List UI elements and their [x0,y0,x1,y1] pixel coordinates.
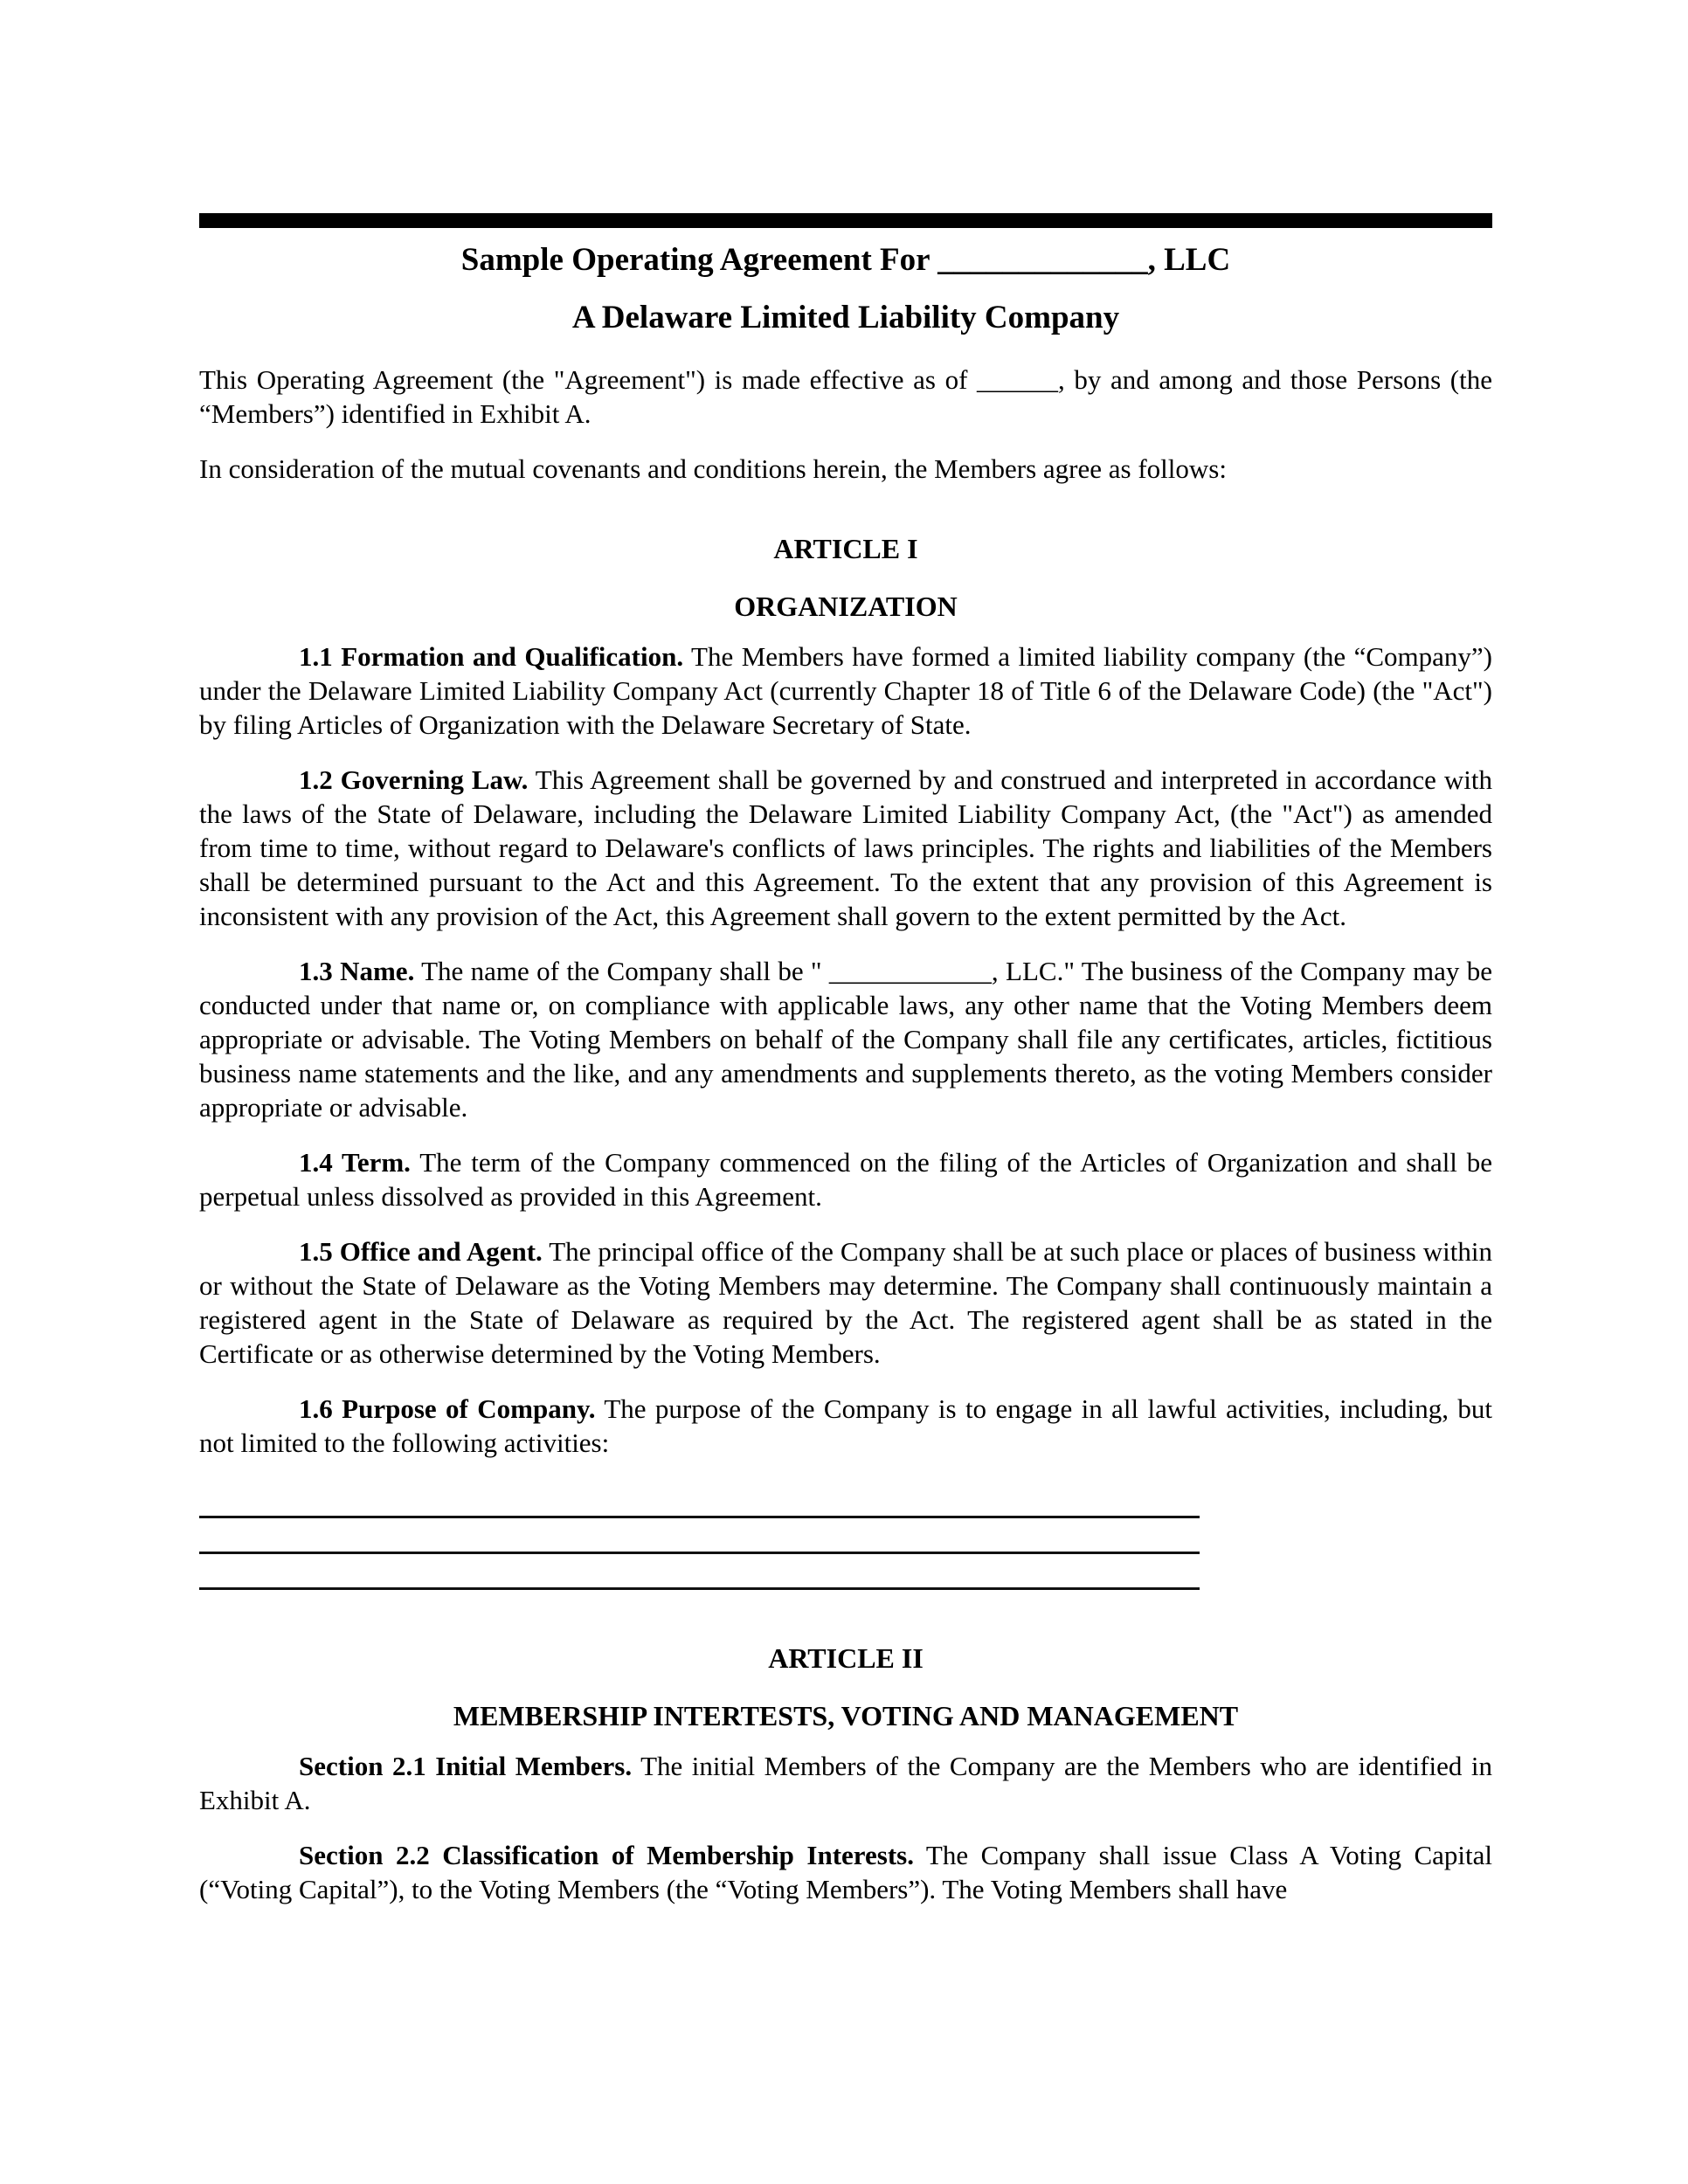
section-1-5 [199,1234,1492,1371]
section-2-1-label: Section 2.1 Initial Members. [299,1751,633,1781]
section-2-2-label: Section 2.2 Classification of Membership Interests. [299,1840,914,1870]
section-1-2-text: This Agreement shall be governed by and construed and interpreted in accordance with the laws of the State of Delaware, including the Delaware Limited Liability Company Act, (the "Act") as amended from time to time, without regard to Delaware's conflicts of laws principles. The rights and liabilities of the Members shall be determined pursuant to the Act and this Agreement. To the extent that any provision of this Agreement is inconsistent with any provision of the Act, this Agreement shall govern to the extent permitted by the Act. [199,764,1492,931]
article-1-subheading: ORGANIZATION [734,591,958,622]
fill-in-line [199,1554,1200,1590]
section-1-1-text: The Members have formed a limited liability company (the “Company”) under the Delaware Limited Liability Company Act (currently Chapter 18 of Title 6 of the Delaware Code) (the "Act") by filing Articles of Organization with the Delaware Secretary of State. [199,641,1492,740]
section-1-2 [199,763,1492,933]
section-1-3-label: 1.3 Name. [299,956,415,986]
article-1-heading: ARTICLE I [773,533,918,564]
intro-paragraph-1: This Operating Agreement (the "Agreement") is made effective as of ______, by and among and those Persons (the “Members”) identified in Exhibit A. [199,364,1492,429]
section-1-3-text: The name of the Company shall be " ____________, LLC." The business of the Company may be conducted under that name or, on compliance with applicable laws, any other name that the Voting Members deem appropriate or advisable. The Voting Members on behalf of the Company shall file any certificates, articles, fictitious business name statements and the like, and any amendments and supplements thereto, as the voting Members consider appropriate or advisable. [199,956,1492,1123]
section-1-4 [199,1145,1492,1213]
fill-in-line [199,1482,1200,1518]
intro-paragraph-2: In consideration of the mutual covenants and conditions herein, the Members agree as follows: [199,453,1227,484]
section-1-1 [199,639,1492,742]
section-1-3 [199,954,1492,1124]
article-2-subheading: MEMBERSHIP INTERTESTS, VOTING AND MANAGEMENT [453,1700,1239,1731]
section-1-6-text: The purpose of the Company is to engage in all lawful activities, including, but not limited to the following activities: [199,1393,1492,1458]
section-2-1-text: The initial Members of the Company are the Members who are identified in Exhibit A. [199,1751,1492,1815]
section-2-1 [199,1749,1492,1817]
section-1-4-text: The term of the Company commenced on the filing of the Articles of Organization and shall be perpetual unless dissolved as provided in this Agreement. [199,1147,1492,1212]
section-2-2-text: The Company shall issue Class A Voting Capital (“Voting Capital”), to the Voting Members (the “Voting Members”). The Voting Members shall have [199,1840,1492,1904]
section-1-1-label: 1.1 Formation and Qualification. [299,641,684,672]
section-1-5-text: The principal office of the Company shall be at such place or places of business within or without the State of Delaware as the Voting Members may determine. The Company shall continuously maintain a registered agent in the State of Delaware as required by the Act. The registered agent shall be as stated in the Certificate or as otherwise determined by the Voting Members. [199,1236,1492,1369]
document-subtitle: A Delaware Limited Liability Company [571,300,1120,335]
document-title: Sample Operating Agreement For _____________, LLC [460,242,1231,278]
section-2-2 [199,1838,1492,1906]
section-1-4-label: 1.4 Term. [299,1147,411,1178]
section-1-5-label: 1.5 Office and Agent. [299,1236,543,1267]
top-horizontal-rule [199,213,1492,228]
document-content [199,213,1492,1927]
section-1-6 [199,1392,1492,1460]
article-2-heading: ARTICLE II [768,1642,924,1674]
section-1-2-label: 1.2 Governing Law. [299,764,529,795]
fill-in-line [199,1518,1200,1554]
purpose-fill-in-lines [199,1482,1492,1590]
section-1-6-label: 1.6 Purpose of Company. [299,1393,596,1424]
